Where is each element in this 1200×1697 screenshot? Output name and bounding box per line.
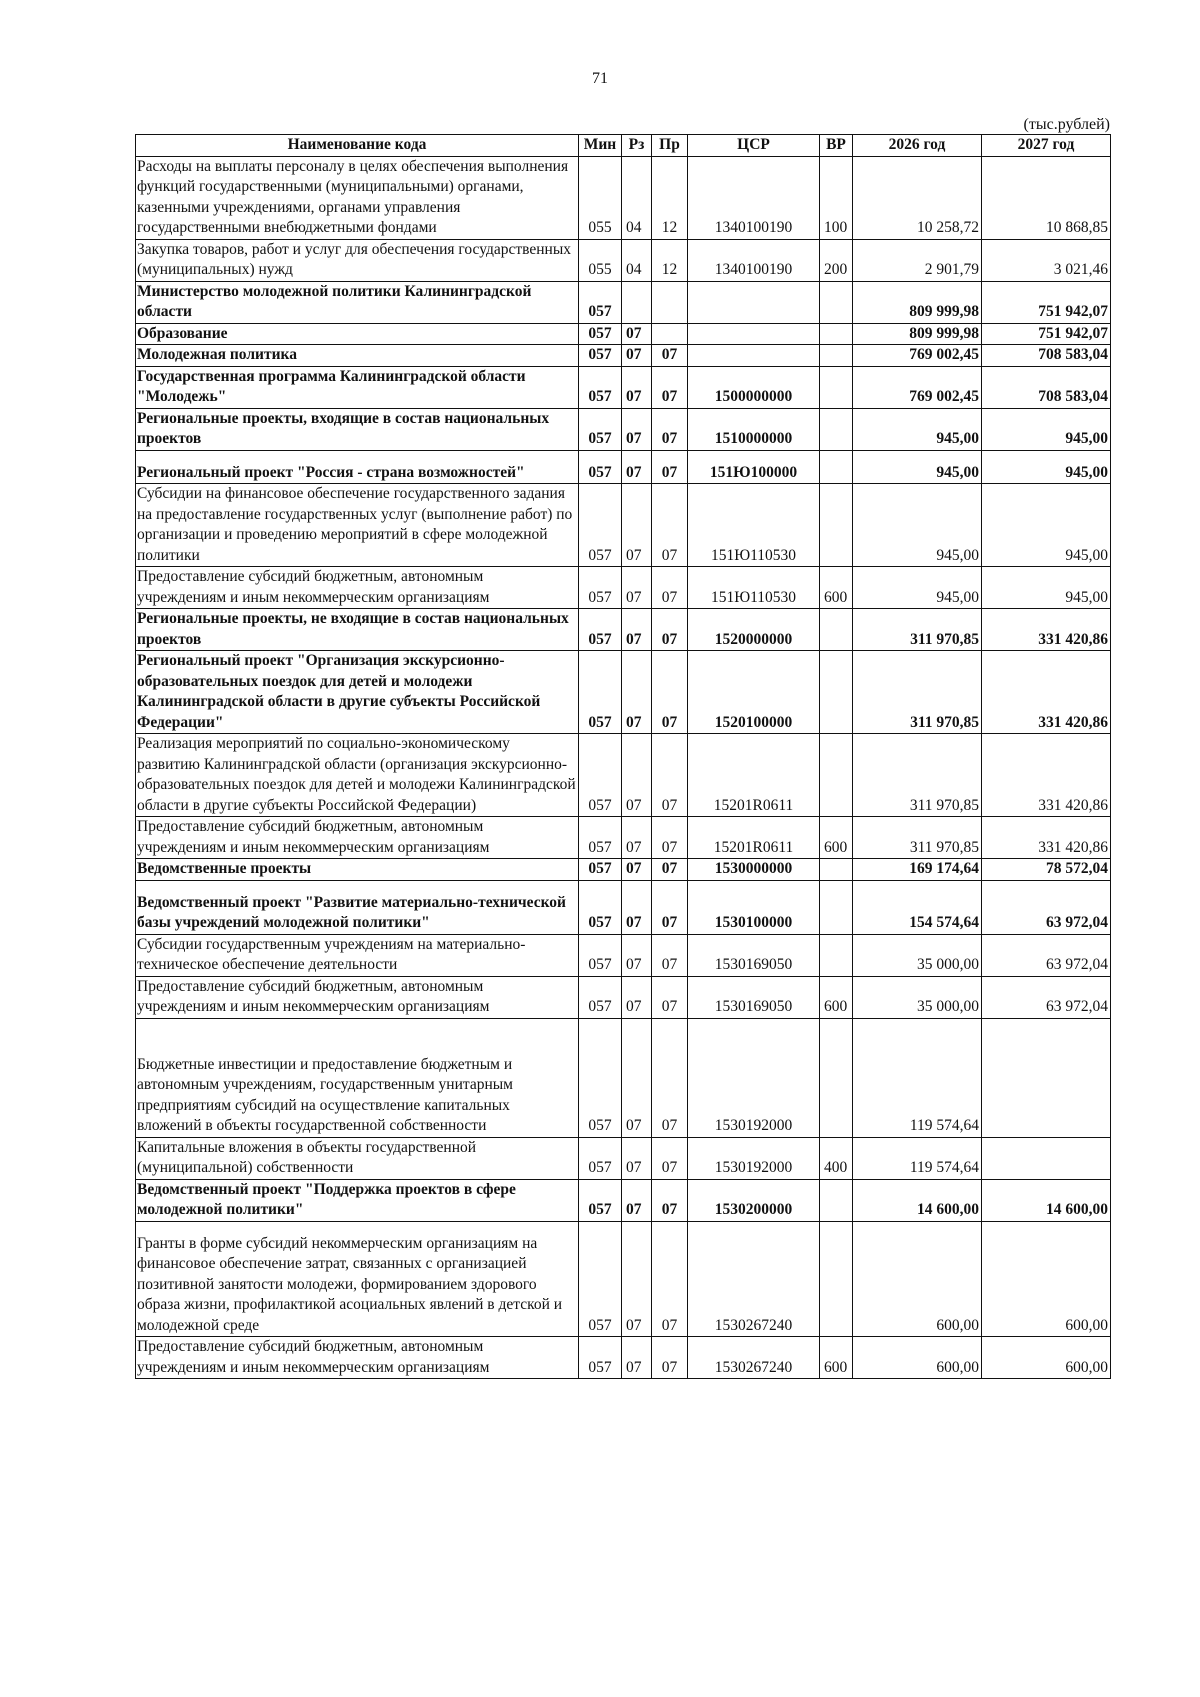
cell-rz: 07 [622,1137,652,1179]
cell-rz: 07 [622,450,652,484]
cell-y2026: 311 970,85 [853,817,982,859]
cell-min: 057 [579,408,622,450]
cell-rz: 07 [622,734,652,817]
cell-y2026: 769 002,45 [853,345,982,367]
cell-y2027: 78 572,04 [982,859,1111,881]
cell-min: 057 [579,450,622,484]
cell-y2027: 600,00 [982,1221,1111,1337]
cell-y2026: 14 600,00 [853,1179,982,1221]
table-row [136,651,1111,734]
cell-csr: 151Ю110530 [688,567,820,609]
table-row [136,880,1111,934]
cell-y2026: 809 999,98 [853,323,982,345]
cell-min: 055 [579,239,622,281]
header-pr: Пр [652,135,688,157]
cell-vr [820,651,853,734]
cell-rz: 07 [622,567,652,609]
cell-pr: 07 [652,651,688,734]
cell-pr: 07 [652,1179,688,1221]
cell-rz: 07 [622,484,652,567]
cell-y2026: 35 000,00 [853,934,982,976]
units-label: (тыс.рублей) [1023,116,1110,133]
cell-pr: 07 [652,976,688,1018]
cell-name: Предоставление субсидий бюджетным, автономным учреждениям и иным некоммерческим организациям [136,976,579,1018]
cell-y2026: 600,00 [853,1221,982,1337]
cell-min: 057 [579,1137,622,1179]
cell-rz: 04 [622,156,652,239]
cell-pr: 07 [652,859,688,881]
cell-name: Предоставление субсидий бюджетным, автономным учреждениям и иным некоммерческим организациям [136,1337,579,1379]
table-row [136,1018,1111,1137]
header-row [136,135,1111,157]
cell-pr: 07 [652,934,688,976]
cell-name: Закупка товаров, работ и услуг для обеспечения государственных (муниципальных) нужд [136,239,579,281]
header-2027: 2027 год [982,135,1111,157]
cell-y2026: 311 970,85 [853,609,982,651]
cell-csr: 1530200000 [688,1179,820,1221]
cell-y2027: 10 868,85 [982,156,1111,239]
cell-y2026: 119 574,64 [853,1137,982,1179]
cell-vr [820,1221,853,1337]
cell-pr: 07 [652,567,688,609]
cell-csr: 1520100000 [688,651,820,734]
cell-name: Ведомственный проект "Поддержка проектов в сфере молодежной политики" [136,1179,579,1221]
cell-name: Бюджетные инвестиции и предоставление бюджетным и автономным учреждениям, государственным унитарным предприятиям субсидий на осуществление капитальных вложений в объекты государственной собственности [136,1018,579,1137]
cell-csr: 1530100000 [688,880,820,934]
cell-y2027 [982,1137,1111,1179]
table-row [136,156,1111,239]
cell-y2027: 14 600,00 [982,1179,1111,1221]
cell-name: Государственная программа Калининградской области "Молодежь" [136,366,579,408]
cell-y2026: 945,00 [853,567,982,609]
cell-y2027: 3 021,46 [982,239,1111,281]
cell-min: 057 [579,609,622,651]
cell-rz: 07 [622,817,652,859]
cell-y2027: 63 972,04 [982,880,1111,934]
cell-y2026: 311 970,85 [853,734,982,817]
cell-rz: 07 [622,976,652,1018]
cell-name: Региональные проекты, входящие в состав национальных проектов [136,408,579,450]
cell-y2026: 769 002,45 [853,366,982,408]
cell-min: 057 [579,934,622,976]
cell-min: 057 [579,817,622,859]
cell-pr: 12 [652,156,688,239]
cell-min: 057 [579,1179,622,1221]
cell-csr: 1530000000 [688,859,820,881]
cell-name: Ведомственный проект "Развитие материально-технической базы учреждений молодежной политики" [136,880,579,934]
budget-table [135,134,1111,1379]
cell-rz [622,281,652,323]
table-row [136,1221,1111,1337]
cell-pr: 07 [652,1337,688,1379]
cell-csr: 1530267240 [688,1221,820,1337]
cell-name: Региональный проект "Россия - страна возможностей" [136,450,579,484]
cell-rz: 07 [622,1337,652,1379]
cell-csr: 151Ю100000 [688,450,820,484]
table-row [136,817,1111,859]
cell-vr [820,1018,853,1137]
header-csr: ЦСР [688,135,820,157]
cell-vr [820,609,853,651]
header-name: Наименование кода [136,135,579,157]
cell-vr [820,934,853,976]
cell-y2026: 154 574,64 [853,880,982,934]
cell-rz: 07 [622,934,652,976]
table-row [136,1337,1111,1379]
table-row [136,1137,1111,1179]
table-row [136,239,1111,281]
table-row [136,345,1111,367]
cell-min: 057 [579,323,622,345]
cell-name: Предоставление субсидий бюджетным, автономным учреждениям и иным некоммерческим организациям [136,567,579,609]
cell-vr: 400 [820,1137,853,1179]
cell-csr: 1500000000 [688,366,820,408]
cell-vr: 600 [820,817,853,859]
header-rz: Рз [622,135,652,157]
cell-vr: 600 [820,567,853,609]
cell-min: 057 [579,976,622,1018]
cell-csr: 1530267240 [688,1337,820,1379]
cell-rz: 07 [622,1179,652,1221]
cell-pr: 07 [652,880,688,934]
cell-name: Реализация мероприятий по социально-экономическому развитию Калининградской области (организация экскурсионно-образовательных поездок для детей и молодежи Калининградской области в другие субъекты Российской Федерации) [136,734,579,817]
cell-rz: 07 [622,1018,652,1137]
cell-name: Субсидии на финансовое обеспечение государственного задания на предоставление государственных услуг (выполнение работ) по организации и проведению мероприятий в сфере молодежной политики [136,484,579,567]
cell-vr [820,734,853,817]
table-row [136,323,1111,345]
cell-y2027: 945,00 [982,567,1111,609]
table-row [136,934,1111,976]
cell-min: 057 [579,880,622,934]
cell-vr [820,366,853,408]
cell-name: Капитальные вложения в объекты государственной (муниципальной) собственности [136,1137,579,1179]
cell-vr: 600 [820,1337,853,1379]
cell-csr: 1510000000 [688,408,820,450]
cell-y2026: 945,00 [853,484,982,567]
cell-rz: 07 [622,880,652,934]
cell-min: 057 [579,484,622,567]
cell-pr: 07 [652,1137,688,1179]
cell-vr [820,859,853,881]
cell-pr: 07 [652,609,688,651]
cell-vr [820,281,853,323]
cell-pr: 07 [652,1018,688,1137]
cell-csr: 151Ю110530 [688,484,820,567]
cell-y2027: 945,00 [982,408,1111,450]
cell-y2026: 945,00 [853,450,982,484]
cell-name: Предоставление субсидий бюджетным, автономным учреждениям и иным некоммерческим организациям [136,817,579,859]
cell-rz: 07 [622,408,652,450]
cell-name: Образование [136,323,579,345]
cell-y2027 [982,1018,1111,1137]
cell-vr: 100 [820,156,853,239]
cell-rz: 07 [622,366,652,408]
cell-rz: 07 [622,1221,652,1337]
cell-csr: 1340100190 [688,156,820,239]
table-row [136,1179,1111,1221]
cell-pr: 07 [652,345,688,367]
cell-y2027: 63 972,04 [982,934,1111,976]
cell-csr: 1530169050 [688,934,820,976]
cell-vr [820,345,853,367]
cell-y2027: 331 420,86 [982,817,1111,859]
cell-vr [820,484,853,567]
cell-pr [652,323,688,345]
table-row [136,567,1111,609]
cell-min: 057 [579,281,622,323]
table-row [136,408,1111,450]
cell-name: Гранты в форме субсидий некоммерческим организациям на финансовое обеспечение затрат, связанных с организацией позитивной занятости молодежи, формированием здорового образа жизни, профилактикой асоциальных явлений в детской и молодежной среде [136,1221,579,1337]
cell-y2026: 10 258,72 [853,156,982,239]
cell-csr: 1340100190 [688,239,820,281]
cell-csr: 1530192000 [688,1137,820,1179]
cell-csr: 1520000000 [688,609,820,651]
cell-min: 057 [579,651,622,734]
cell-y2027: 751 942,07 [982,281,1111,323]
cell-y2026: 169 174,64 [853,859,982,881]
cell-y2027: 945,00 [982,450,1111,484]
cell-name: Субсидии государственным учреждениям на материально-техническое обеспечение деятельности [136,934,579,976]
cell-min: 057 [579,345,622,367]
cell-min: 055 [579,156,622,239]
cell-min: 057 [579,1018,622,1137]
cell-min: 057 [579,859,622,881]
cell-pr: 07 [652,450,688,484]
cell-y2027: 751 942,07 [982,323,1111,345]
cell-csr: 15201R0611 [688,734,820,817]
cell-name: Молодежная политика [136,345,579,367]
cell-y2027: 600,00 [982,1337,1111,1379]
cell-name: Региональный проект "Организация экскурсионно-образовательных поездок для детей и молодежи Калининградской области в другие субъекты Российской Федерации" [136,651,579,734]
table-row [136,734,1111,817]
cell-csr: 1530192000 [688,1018,820,1137]
cell-csr: 1530169050 [688,976,820,1018]
cell-vr [820,1179,853,1221]
cell-vr: 600 [820,976,853,1018]
header-vr: ВР [820,135,853,157]
cell-min: 057 [579,734,622,817]
cell-y2027: 63 972,04 [982,976,1111,1018]
cell-name: Региональные проекты, не входящие в состав национальных проектов [136,609,579,651]
cell-vr [820,408,853,450]
header-2026: 2026 год [853,135,982,157]
header-min: Мин [579,135,622,157]
cell-y2027: 708 583,04 [982,366,1111,408]
cell-rz: 07 [622,323,652,345]
table-row [136,609,1111,651]
cell-pr: 07 [652,817,688,859]
cell-vr [820,450,853,484]
cell-y2027: 331 420,86 [982,734,1111,817]
page-number: 71 [592,70,608,87]
cell-rz: 07 [622,859,652,881]
cell-csr [688,323,820,345]
cell-y2027: 331 420,86 [982,609,1111,651]
cell-min: 057 [579,1221,622,1337]
cell-rz: 04 [622,239,652,281]
cell-name: Ведомственные проекты [136,859,579,881]
cell-min: 057 [579,366,622,408]
table-row [136,450,1111,484]
cell-y2027: 708 583,04 [982,345,1111,367]
cell-y2026: 600,00 [853,1337,982,1379]
cell-csr [688,345,820,367]
cell-csr [688,281,820,323]
cell-y2026: 119 574,64 [853,1018,982,1137]
cell-y2027: 331 420,86 [982,651,1111,734]
cell-rz: 07 [622,651,652,734]
cell-pr: 12 [652,239,688,281]
table-row [136,366,1111,408]
cell-pr: 07 [652,1221,688,1337]
cell-pr: 07 [652,366,688,408]
cell-y2026: 35 000,00 [853,976,982,1018]
cell-csr: 15201R0611 [688,817,820,859]
cell-name: Министерство молодежной политики Калининградской области [136,281,579,323]
cell-pr: 07 [652,484,688,567]
table-row [136,484,1111,567]
cell-vr: 200 [820,239,853,281]
cell-vr [820,880,853,934]
table-row [136,859,1111,881]
cell-pr [652,281,688,323]
cell-min: 057 [579,567,622,609]
cell-y2026: 809 999,98 [853,281,982,323]
cell-vr [820,323,853,345]
cell-y2027: 945,00 [982,484,1111,567]
cell-rz: 07 [622,345,652,367]
table-body [136,156,1111,1379]
table-row [136,976,1111,1018]
cell-pr: 07 [652,408,688,450]
cell-rz: 07 [622,609,652,651]
cell-min: 057 [579,1337,622,1379]
cell-name: Расходы на выплаты персоналу в целях обеспечения выполнения функций государственными (муниципальными) органами, казенными учреждениями, органами управления государственными внебюджетными фондами [136,156,579,239]
table-row [136,281,1111,323]
cell-y2026: 2 901,79 [853,239,982,281]
cell-pr: 07 [652,734,688,817]
cell-y2026: 945,00 [853,408,982,450]
cell-y2026: 311 970,85 [853,651,982,734]
